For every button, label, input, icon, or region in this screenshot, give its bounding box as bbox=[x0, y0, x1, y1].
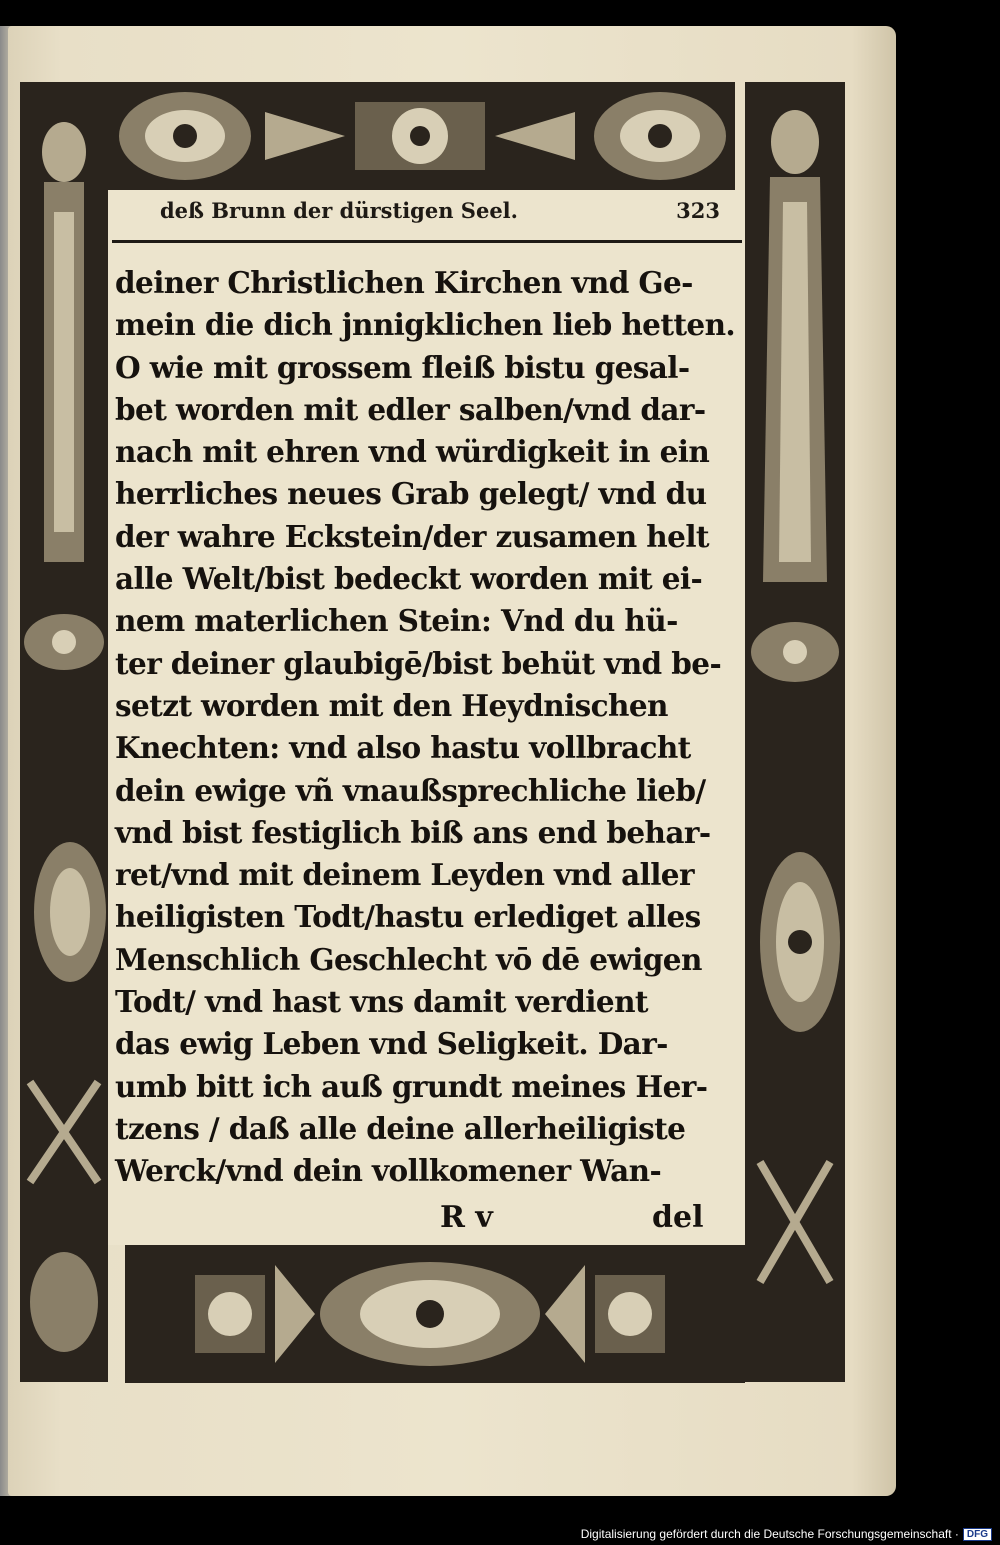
text-line: deiner Christlichen Kirchen vnd Ge- bbox=[115, 265, 693, 300]
dfg-logo-icon: DFG bbox=[963, 1528, 992, 1541]
woodcut-border-top bbox=[105, 82, 735, 190]
text-line: vnd bist festiglich biß ans end behar- bbox=[115, 814, 711, 850]
text-line: nach mit ehren vnd würdigkeit in ein bbox=[115, 434, 710, 470]
text-line: herrliches neues Grab gelegt/ vnd du bbox=[115, 476, 707, 512]
text-line: Knechten: vnd also hastu vollbracht bbox=[115, 730, 691, 766]
text-line: bet worden mit edler salben/vnd dar- bbox=[115, 391, 706, 427]
running-title: deß Brunn der dürstigen Seel. bbox=[160, 198, 518, 223]
digitization-credit bbox=[581, 1527, 992, 1541]
text-line: nem materlichen Stein: Vnd du hü- bbox=[115, 603, 678, 639]
running-header bbox=[160, 198, 720, 223]
header-rule bbox=[112, 240, 742, 243]
text-line: umb bitt ich auß grundt meines Her- bbox=[115, 1068, 708, 1104]
credit-text: Digitalisierung gefördert durch die Deutsche Forschungsgemeinschaft · bbox=[580, 1527, 959, 1541]
woodcut-border-left bbox=[20, 82, 108, 1382]
text-line: der wahre Eckstein/der zusamen helt bbox=[115, 518, 709, 554]
text-line: dein ewige vñ vnaußsprechliche lieb/ bbox=[115, 772, 706, 808]
text-line: ret/vnd mit deinem Leyden vnd aller bbox=[115, 857, 694, 893]
text-line: O wie mit grossem fleiß bistu gesal- bbox=[115, 349, 690, 385]
text-line: Todt/ vnd hast vns damit verdient bbox=[115, 984, 648, 1020]
text-line: Werck/vnd dein vollkomener Wan- bbox=[115, 1153, 662, 1189]
text-line: mein die dich jnnigklichen lieb hetten. bbox=[115, 307, 736, 343]
text-line: heiligisten Todt/hastu erlediget alles bbox=[115, 899, 701, 935]
woodcut-border-bottom bbox=[125, 1245, 745, 1383]
text-line: setzt worden mit den Heydnischen bbox=[115, 687, 668, 723]
text-line: alle Welt/bist bedeckt worden mit ei- bbox=[115, 561, 703, 597]
catchword: del bbox=[652, 1200, 704, 1235]
woodcut-border-right bbox=[745, 82, 845, 1382]
text-line: das ewig Leben vnd Seligkeit. Dar- bbox=[115, 1026, 668, 1062]
page-number: 323 bbox=[676, 198, 720, 223]
signature-mark: R v bbox=[440, 1200, 493, 1235]
body-text bbox=[115, 262, 745, 1193]
text-line: tzens / daß alle deine allerheiligiste bbox=[115, 1110, 686, 1146]
text-line: ter deiner glaubigē/bist behüt vnd be- bbox=[115, 645, 722, 681]
text-line: Menschlich Geschlecht vō dē ewigen bbox=[115, 941, 702, 977]
